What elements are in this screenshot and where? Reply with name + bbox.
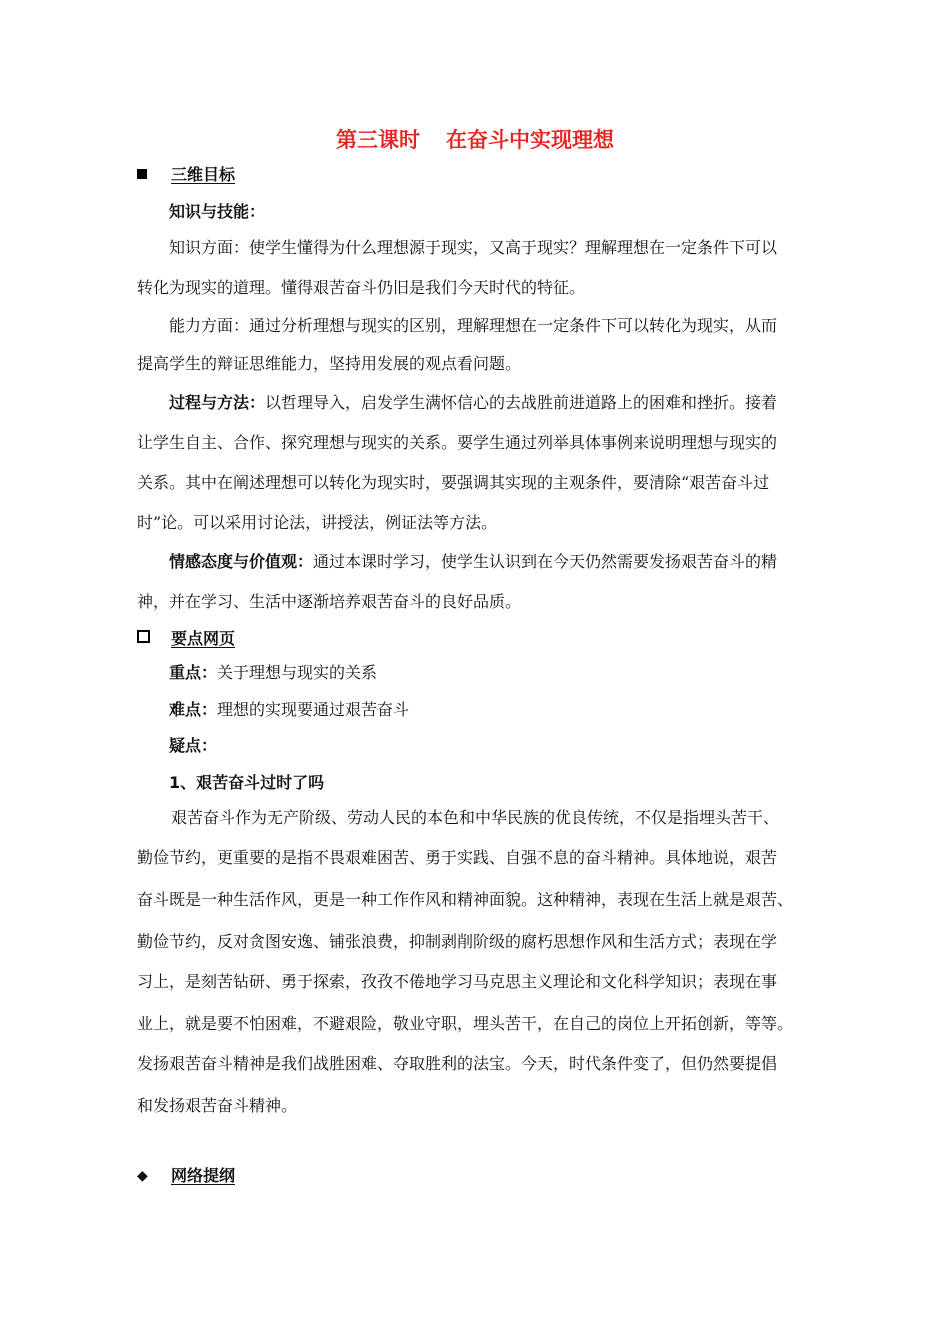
emotion-line-1: 情感态度与价值观：通过本课时学习，使学生认识到在今天仍然需要发扬艰苦奋斗的精 [169,552,778,571]
focus-line: 重点：关于理想与现实的关系 [169,663,378,682]
diamond-bullet-icon: ◆ [137,1167,148,1184]
emotion-label: 情感态度与价值观： [169,552,314,571]
body-line-3: 奋斗既是一种生活作风，更是一种工作作风和精神面貌。这种精神，表现在生活上就是艰苦、 [137,890,794,909]
knowledge-line-1: 知识方面：使学生懂得为什么理想源于现实，又高于现实？理解理想在一定条件下可以 [169,238,778,257]
body-line-8: 和发扬艰苦奋斗精神。 [137,1096,298,1115]
body-line-1: 艰苦奋斗作为无产阶级、劳动人民的本色和中华民族的优良传统，不仅是指埋头苦干、 [171,808,780,827]
process-line-4: 时”论。可以采用讨论法，讲授法，例证法等方法。 [137,513,498,532]
section-network-label: 网络提纲 [171,1165,236,1185]
body-line-7: 发扬艰苦奋斗精神是我们战胜困难、夺取胜利的法宝。今天，时代条件变了，但仍然要提倡 [137,1054,778,1073]
knowledge-skills-label: 知识与技能： [169,202,266,221]
focus-label: 重点： [169,663,218,682]
difficulty-label: 难点： [169,700,218,719]
title-lesson: 第三课时 [336,128,420,152]
section-key-points-heading [137,625,235,649]
question-1: 1、艰苦奋斗过时了吗 [169,773,325,792]
emotion-line-2: 神，并在学习、生活中逐渐培养艰苦奋斗的良好品质。 [137,592,522,611]
body-line-5: 习上，是刻苦钻研、勇于探索，孜孜不倦地学习马克思主义理论和文化科学知识；表现在事 [137,972,778,991]
difficulty-line: 难点：理想的实现要通过艰苦奋斗 [169,700,410,719]
section-key-points-label: 要点网页 [171,628,236,648]
body-line-2: 勤俭节约，更重要的是指不畏艰难困苦、勇于实践、自强不息的奋斗精神。具体地说，艰苦 [137,848,778,867]
doubt-line [169,734,217,758]
ability-line-1: 能力方面：通过分析理想与现实的区别，理解理想在一定条件下可以转化为现实，从而 [169,316,778,335]
section-goals-label: 三维目标 [171,164,236,184]
ability-line-2: 提高学生的辩证思维能力，坚持用发展的观点看问题。 [137,354,522,373]
filled-square-bullet-icon [137,164,171,183]
doubt-label: 疑点： [169,736,218,755]
knowledge-line-2: 转化为现实的道理。懂得艰苦奋斗仍旧是我们今天时代的特征。 [137,278,586,297]
body-line-4: 勤俭节约，反对贪图安逸、铺张浪费，抑制剥削阶级的腐朽思想作风和生活方式；表现在学 [137,932,778,951]
body-line-6: 业上，就是要不怕困难，不避艰险，敬业守职，埋头苦干，在自己的岗位上开拓创新，等等。 [137,1014,794,1033]
process-line-3: 关系。其中在阐述理想可以转化为现实时，要强调其实现的主观条件，要清除“艰苦奋斗过 [137,473,770,492]
process-line-1: 过程与方法：以哲理导入，启发学生满怀信心的去战胜前进道路上的困难和挫折。接着 [169,393,778,412]
open-square-bullet-icon [137,628,171,647]
section-network-heading [137,1162,235,1186]
section-goals-heading [137,161,235,185]
process-label: 过程与方法： [169,393,266,412]
process-line-2: 让学生自主、合作、探究理想与现实的关系。要学生通过列举具体事例来说明理想与现实的 [137,433,778,452]
title-topic: 在奋斗中实现理想 [446,128,614,152]
page-title [0,124,950,154]
